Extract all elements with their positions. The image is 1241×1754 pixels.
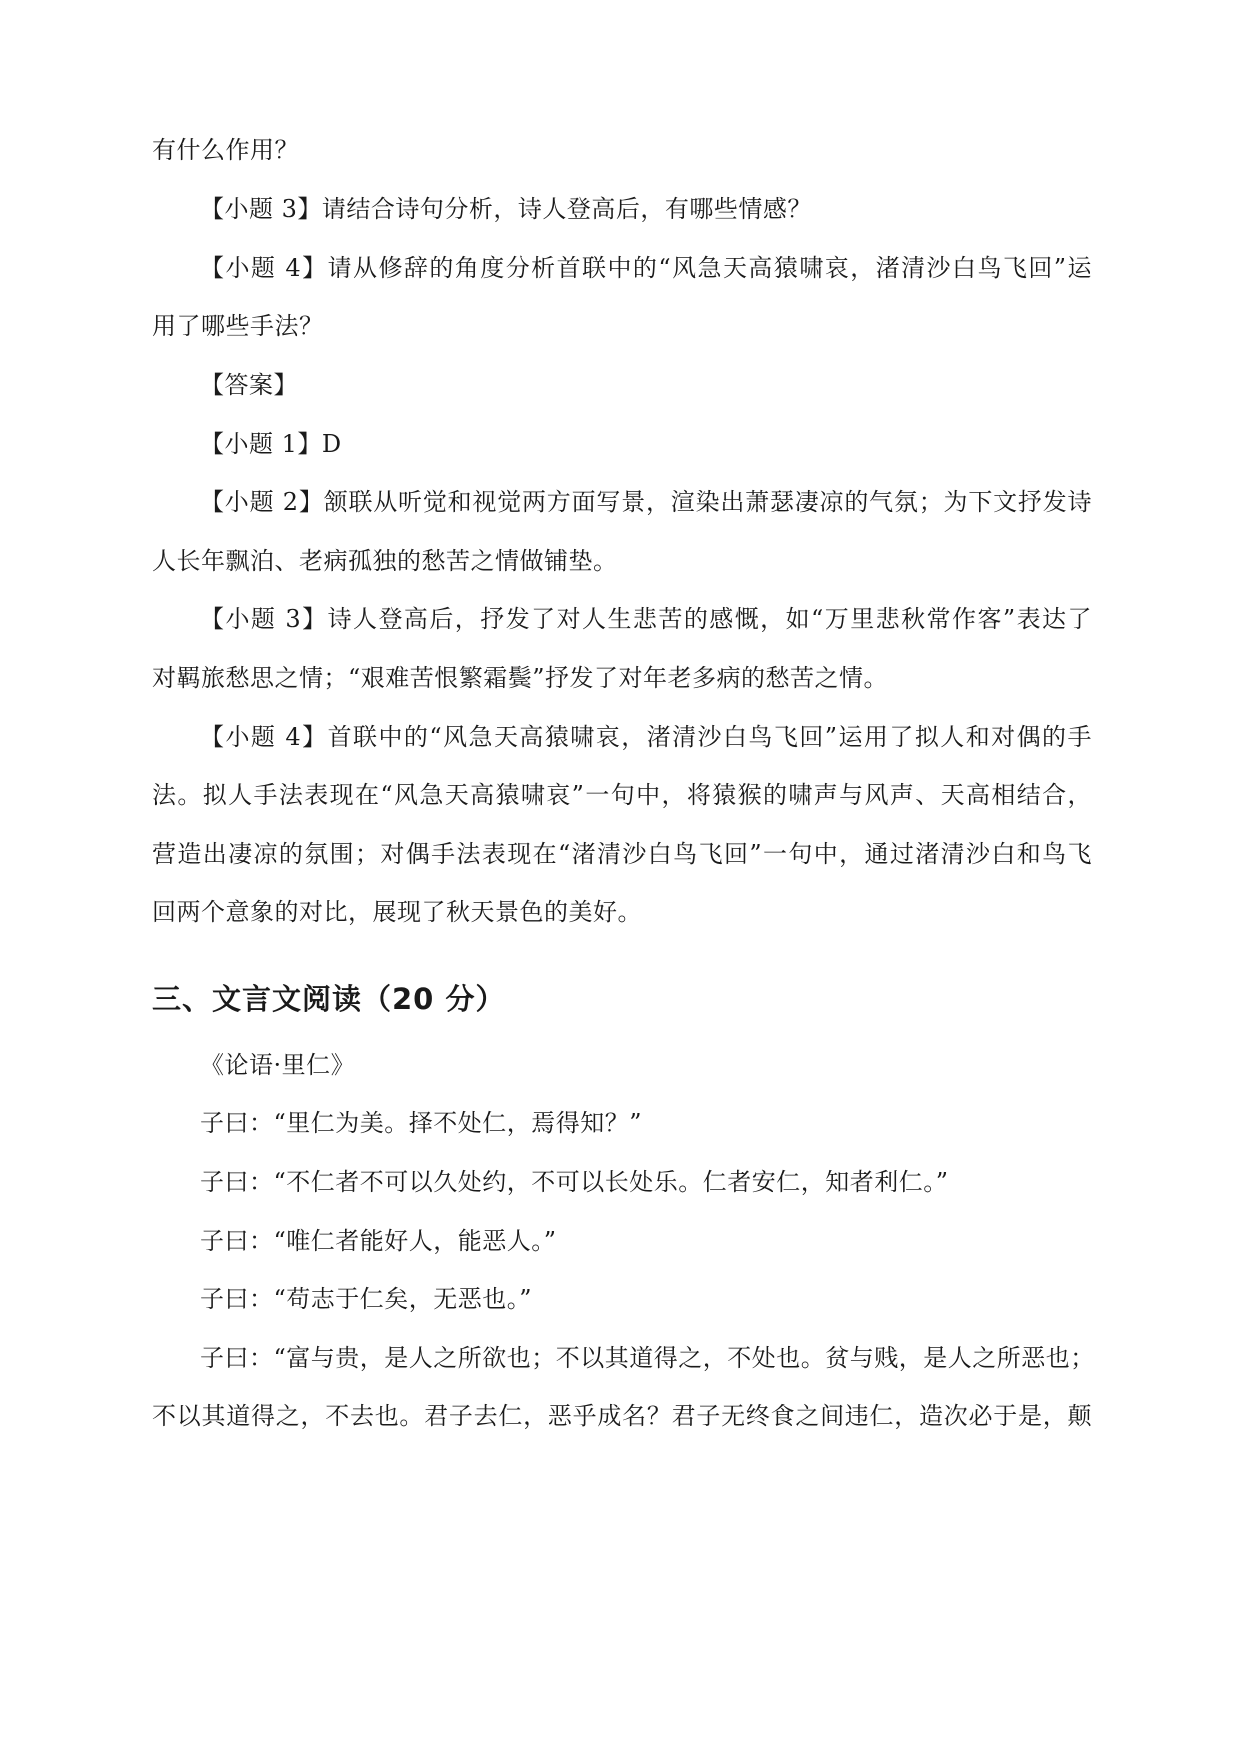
classical-line: 子曰：“里仁为美。择不处仁，焉得知？” [200,1109,643,1137]
answer-1: 【小题 1】D [200,430,342,458]
classical-line: 子曰：“不仁者不可以久处约，不可以长处乐。仁者安仁，知者利仁。” [200,1168,949,1196]
classical-line: 子曰：“富与贵，是人之所欲也；不以其道得之，不处也。贫与贱，是人之所恶也； [200,1344,1095,1372]
text-line: 有什么作用？ [152,136,299,164]
answer-3: 【小题 3】诗人登高后，抒发了对人生悲苦的感慨，如“万里悲秋常作客”表达了 [200,605,1092,633]
question-3: 【小题 3】请结合诗句分析，诗人登高后，有哪些情感？ [200,195,812,223]
text-line: 回两个意象的对比，展现了秋天景色的美好。 [152,898,642,926]
answer-label: 【答案】 [200,371,298,399]
text-line: 人长年飘泊、老病孤独的愁苦之情做铺垫。 [152,547,618,575]
classical-line: 子曰：“苟志于仁矣，无恶也。” [200,1285,533,1313]
section-heading: 三、文言文阅读（20 分） [152,982,506,1016]
classical-line: 子曰：“唯仁者能好人，能恶人。” [200,1227,557,1255]
classical-line: 不以其道得之，不去也。君子去仁，恶乎成名？君子无终食之间违仁，造次必于是，颠 [152,1402,1092,1430]
text-line: 对羁旅愁思之情；“艰难苦恨繁霜鬓”抒发了对年老多病的愁苦之情。 [152,664,889,692]
answer-2: 【小题 2】颔联从听觉和视觉两方面写景，渲染出萧瑟凄凉的气氛；为下文抒发诗 [200,488,1092,516]
answer-4: 【小题 4】首联中的“风急天高猿啸哀，渚清沙白鸟飞回”运用了拟人和对偶的手 [200,723,1092,751]
text-line: 营造出凄凉的氛围；对偶手法表现在“渚清沙白鸟飞回”一句中，通过渚清沙白和鸟飞 [152,840,1092,868]
text-title: 《论语·里仁》 [200,1051,356,1079]
text-line: 用了哪些手法？ [152,312,324,340]
text-line: 法。拟人手法表现在“风急天高猿啸哀”一句中，将猿猴的啸声与风声、天高相结合， [152,781,1092,809]
question-4: 【小题 4】请从修辞的角度分析首联中的“风急天高猿啸哀，渚清沙白鸟飞回”运 [200,254,1092,282]
